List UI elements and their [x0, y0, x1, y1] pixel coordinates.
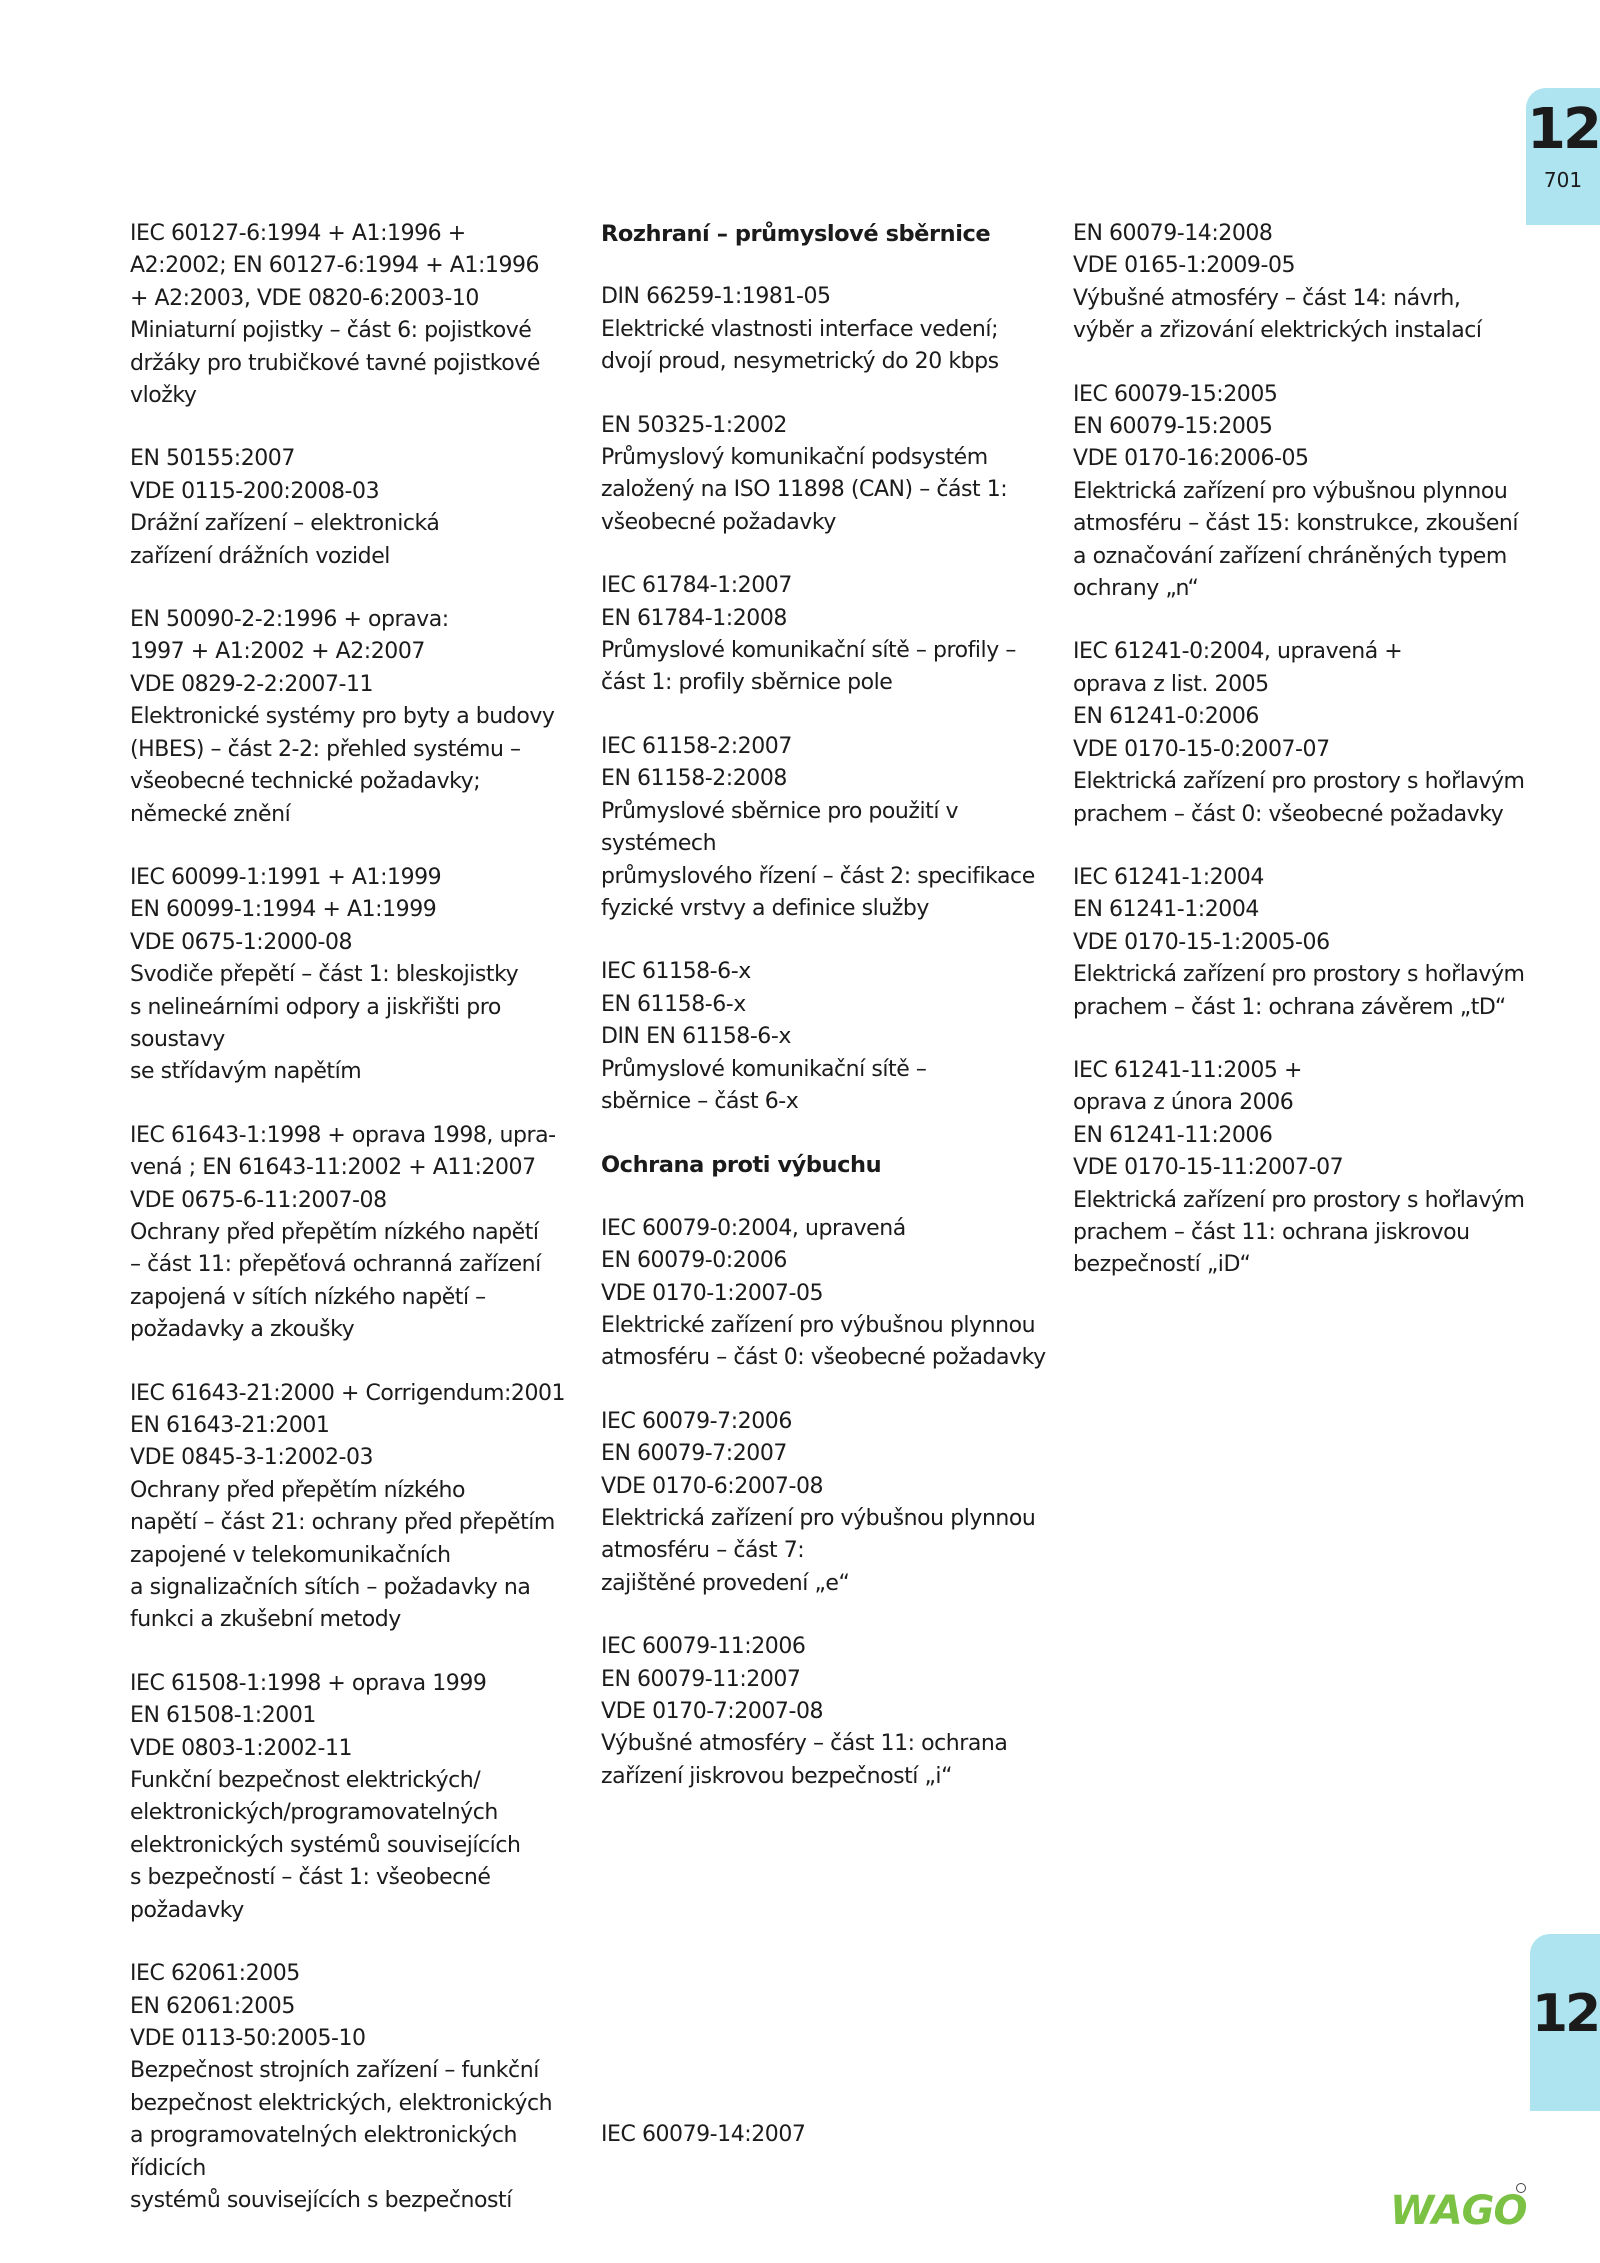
chapter-tab [1526, 88, 1600, 225]
standard-entry: IEC 60079-7:2006 EN 60079-7:2007 VDE 0170-6:2007-08 Elektrická zařízení pro výbušnou plynnou atmosféru – část 7: zajištěné provedení „e“ [601, 1408, 1036, 1596]
standard-entry: IEC 62061:2005 EN 62061:2005 VDE 0113-50:2005-10 Bezpečnost strojních zařízení – funkční bezpečnost elektrických, elektronických a programovatelných elektronických řídicích systémů souvisejících s bezpečností [130, 1961, 553, 2213]
standard-entry: IEC 60079-15:2005 EN 60079-15:2005 VDE 0170-16:2006-05 Elektrická zařízení pro výbušnou plynnou atmosféru – část 15: konstrukce, zkoušení a označování zařízení chráněných typem ochrany „n“ [1073, 381, 1519, 602]
standard-entry: EN 50090-2-2:1996 + oprava: 1997 + A1:2002 + A2:2007 VDE 0829-2-2:2007-11 Elektronické systémy pro byty a budovy (HBES) – část 2-2: přehled systému – všeobecné technické požadavky; německé znění [130, 607, 555, 827]
standard-entry: IEC 61241-11:2005 + oprava z února 2006 EN 61241-11:2006 VDE 0170-15-11:2007-07 Elektrická zařízení pro prostory s hořlavým prachem – část 11: ochrana jiskrovou bezpečností „iD“ [1073, 1057, 1525, 1278]
wago-logo-text: WAGO [1390, 2188, 1527, 2232]
column-3 [1073, 218, 1528, 1313]
standard-entry-continued: IEC 60079-14:2007 [601, 2122, 806, 2147]
chapter-tab-bottom [1530, 1934, 1600, 2111]
standard-entry: IEC 61241-0:2004, upravená + oprava z list. 2005 EN 61241-0:2006 VDE 0170-15-0:2007-07 Elektrická zařízení pro prostory s hořlavým prachem – část 0: všeobecné požadavky [1073, 639, 1525, 827]
section-heading-interfaces: Rozhraní – průmyslové sběrnice [601, 221, 991, 247]
standard-entry: EN 50155:2007 VDE 0115-200:2008-03 Drážní zařízení – elektronická zařízení drážních vozidel [130, 446, 440, 569]
standard-entry: IEC 61158-2:2007 EN 61158-2:2008 Průmyslové sběrnice pro použití v systémech průmyslového řízení – část 2: specifikace fyzické vrstvy a definice služby [601, 733, 1035, 921]
standard-entry: IEC 61784-1:2007 EN 61784-1:2008 Průmyslové komunikační sítě – profily – část 1: profily sběrnice pole [601, 573, 1016, 696]
chapter-number: 12 [1527, 97, 1599, 162]
column-1 [130, 218, 585, 2248]
standard-entry: IEC 60079-11:2006 EN 60079-11:2007 VDE 0170-7:2007-08 Výbušné atmosféry – část 11: ochrana zařízení jiskrovou bezpečností „i“ [601, 1634, 1008, 1789]
section-heading-explosion-protection: Ochrana proti výbuchu [601, 1152, 882, 1179]
standard-entry: EN 60079-14:2008 VDE 0165-1:2009-05 Výbušné atmosféry – část 14: návrh, výběr a zřizování elektrických instalací [1073, 221, 1482, 344]
standard-entry: IEC 60127-6:1994 + A1:1996 + A2:2002; EN 60127-6:1994 + A1:1996 + A2:2003, VDE 0820-6:2003-10 Miniaturní pojistky – část 6: pojistkové držáky pro trubičkové tavné pojistkové vložky [130, 221, 540, 409]
standard-entry: IEC 61643-1:1998 + oprava 1998, upra- vená ; EN 61643-11:2002 + A11:2007 VDE 0675-6-11:2007-08 Ochrany před přepětím nízkého napětí – část 11: přepěťová ochranná zařízení zapojená v sítích nízkého napětí – požadavky a zkoušky [130, 1122, 556, 1343]
page-number: 701 [1543, 168, 1583, 192]
wago-logo [1390, 2180, 1530, 2232]
chapter-number-bottom: 12 [1531, 1984, 1599, 2044]
standard-entry: IEC 61643-21:2000 + Corrigendum:2001 EN 61643-21:2001 VDE 0845-3-1:2002-03 Ochrany před přepětím nízkého napětí – část 21: ochrany před přepětím zapojené v telekomunikačních a signalizačních sítích – požadavky na funkci a zkušební metody [130, 1380, 566, 1633]
standard-entry: IEC 61241-1:2004 EN 61241-1:2004 VDE 0170-15-1:2005-06 Elektrická zařízení pro prostory s hořlavým prachem – část 1: ochrana závěrem „tD“ [1073, 864, 1525, 1020]
standard-entry: IEC 60079-0:2004, upravená EN 60079-0:2006 VDE 0170-1:2007-05 Elektrické zařízení pro výbušnou plynnou atmosféru – část 0: všeobecné požadavky [601, 1215, 1046, 1371]
standard-entry: DIN 66259-1:1981-05 Elektrické vlastnosti interface vedení; dvojí proud, nesymetrický do 20 kbps [601, 284, 999, 375]
standard-entry: EN 50325-1:2002 Průmyslový komunikační podsystém založený na ISO 11898 (CAN) – část 1: všeobecné požadavky [601, 412, 1008, 535]
standard-entry: IEC 60099-1:1991 + A1:1999 EN 60099-1:1994 + A1:1999 VDE 0675-1:2000-08 Svodiče přepětí – část 1: bleskojistky s nelineárními odpory a jiskřišti pro soustavy se střídavým napětím [130, 864, 519, 1085]
standard-entry: IEC 61508-1:1998 + oprava 1999 EN 61508-1:2001 VDE 0803-1:2002-11 Funkční bezpečnost elektrických/ elektronických/programovatelných elektronických systémů souvisejících s bezpečností – část 1: všeobecné požadavky [130, 1670, 521, 1923]
standard-entry: IEC 61158-6-x EN 61158-6-x DIN EN 61158-6-x Průmyslové komunikační sítě – sběrnice – část 6-x [601, 959, 927, 1114]
column-2 [601, 218, 1056, 1824]
